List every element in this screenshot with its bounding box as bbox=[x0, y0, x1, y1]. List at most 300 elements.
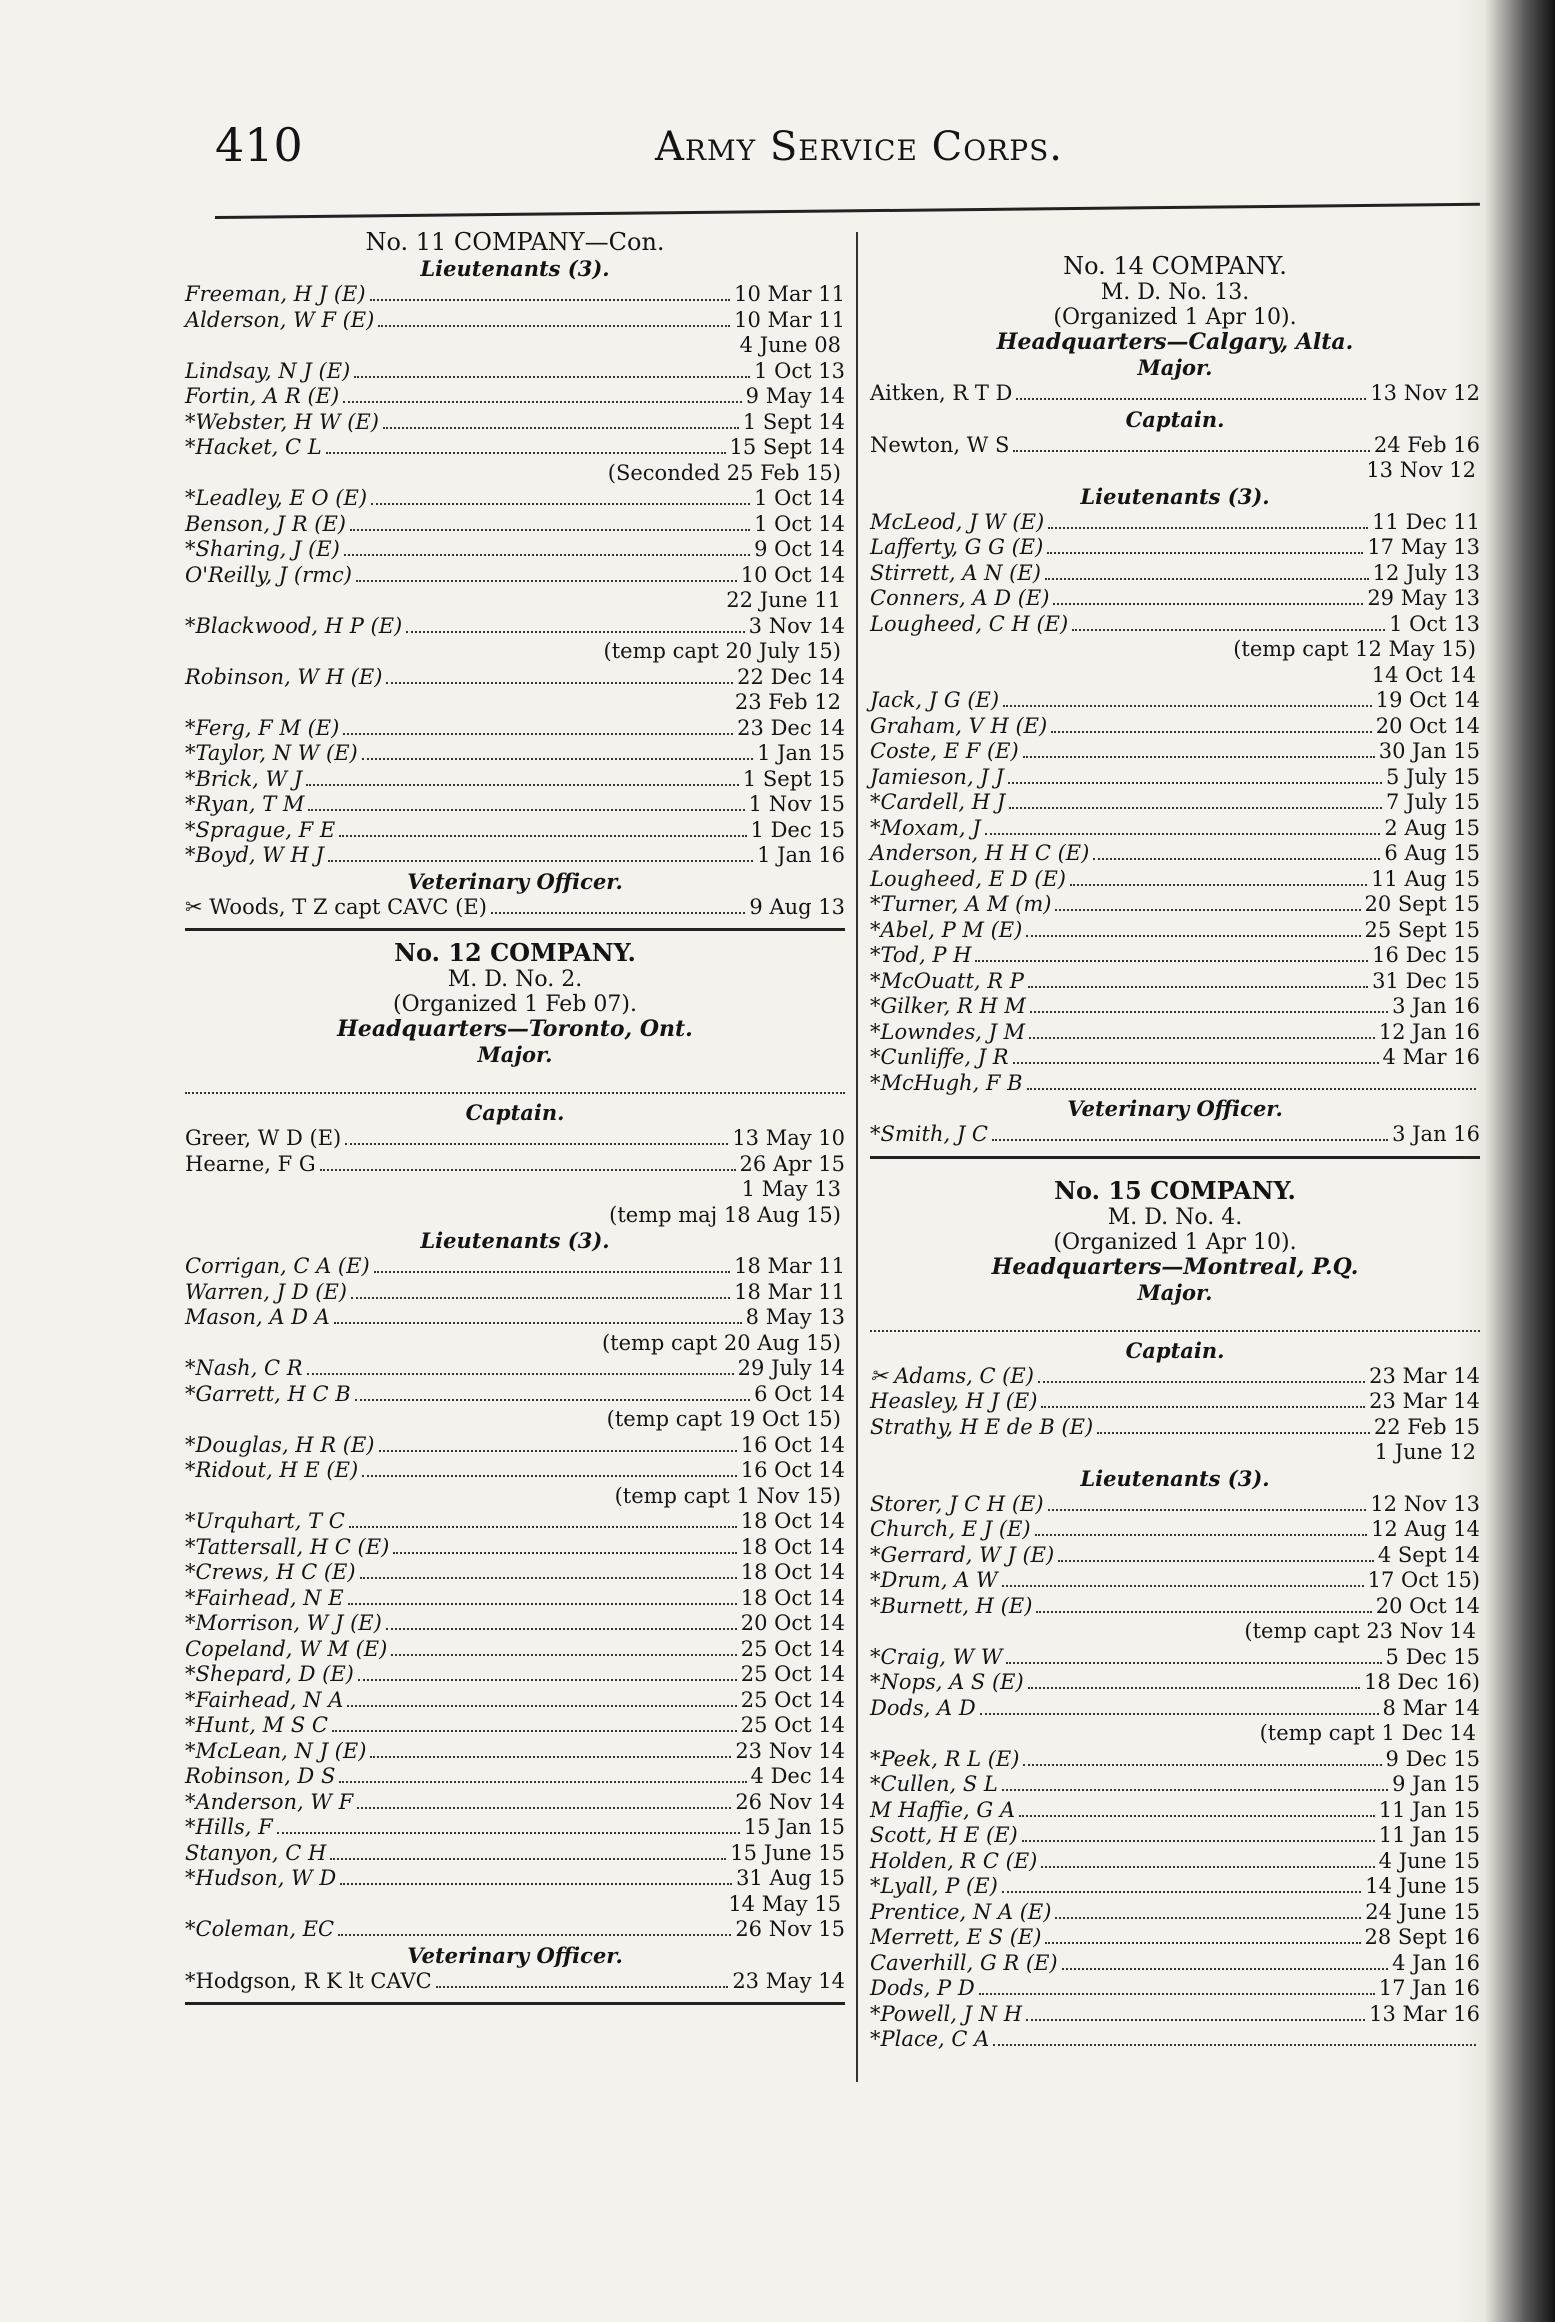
entry-note: (temp maj 18 Aug 15) bbox=[609, 1202, 841, 1227]
leader-dots bbox=[343, 720, 733, 735]
entry-name: *Nash, C R bbox=[185, 1356, 303, 1380]
entry-name: *McLean, N J (E) bbox=[185, 1738, 367, 1763]
entry-note: (Seconded 25 Feb 15) bbox=[607, 460, 841, 485]
entry-name: Lafferty, G G (E) bbox=[870, 535, 1044, 559]
entry-date: 24 Feb 16 bbox=[1373, 432, 1480, 457]
entry-date: 13 Mar 16 bbox=[1369, 2001, 1480, 2026]
entry-date: 26 Apr 15 bbox=[739, 1151, 845, 1176]
running-head bbox=[215, 118, 1475, 178]
leader-dots bbox=[371, 490, 750, 505]
leader-dots bbox=[1048, 514, 1368, 529]
entry-date: 18 Mar 11 bbox=[734, 1279, 845, 1304]
entry-date: 22 Dec 14 bbox=[737, 664, 845, 689]
entry-name: *Hudson, W D bbox=[185, 1866, 337, 1890]
entry-date: 9 Oct 14 bbox=[754, 537, 845, 561]
entry-name: M Haffie, G A bbox=[870, 1797, 1016, 1822]
roster-entry bbox=[870, 1670, 1480, 1696]
entry-note: (temp capt 23 Nov 14 bbox=[1244, 1619, 1476, 1643]
leader-dots bbox=[334, 1309, 742, 1324]
entry-date: 20 Oct 14 bbox=[740, 1611, 845, 1635]
entry-name: *Webster, H W (E) bbox=[185, 409, 379, 434]
roster-entry bbox=[870, 943, 1480, 969]
entry-name: *Drum, A W bbox=[870, 1568, 998, 1592]
leader-dots bbox=[339, 1768, 746, 1783]
leader-dots bbox=[1093, 845, 1380, 860]
roster-entry bbox=[870, 1951, 1480, 1977]
co15-headquarters: Headquarters—Montreal, P.Q. bbox=[991, 1253, 1359, 1280]
leader-dots bbox=[1097, 1419, 1370, 1434]
leader-dots bbox=[979, 1980, 1375, 1995]
roster-entry bbox=[185, 1509, 845, 1535]
leader-dots bbox=[360, 1564, 737, 1579]
entry-name: Coste, E F (E) bbox=[870, 739, 1019, 763]
entry-note: (temp capt 19 Oct 15) bbox=[606, 1407, 841, 1431]
roster-entry bbox=[870, 1849, 1480, 1875]
roster-entry bbox=[870, 1389, 1480, 1415]
co15-organized: (Organized 1 Apr 10). bbox=[1053, 1229, 1297, 1255]
entry-name: *Blackwood, H P (E) bbox=[185, 613, 403, 638]
entry-date: 23 Nov 14 bbox=[735, 1738, 845, 1763]
entry-date: 14 June 15 bbox=[1365, 1874, 1480, 1898]
entry-name: Freeman, H J (E) bbox=[185, 282, 366, 306]
entry-name: Church, E J (E) bbox=[870, 1517, 1031, 1541]
co15-major-heading: Major. bbox=[1137, 1279, 1213, 1305]
entry-date: 15 Sept 14 bbox=[729, 435, 845, 459]
leader-dots bbox=[370, 286, 731, 301]
roster-entry bbox=[870, 586, 1480, 612]
entry-name: Lougheed, E D (E) bbox=[870, 866, 1066, 891]
entry-name: *Powell, J N H bbox=[870, 2001, 1023, 2026]
entry-name: *Abel, P M (E) bbox=[870, 917, 1023, 942]
roster-entry bbox=[185, 1841, 845, 1867]
entry-name: *Lowndes, J M bbox=[870, 1019, 1026, 1044]
entry-date: 4 Sept 14 bbox=[1377, 1542, 1480, 1567]
entry-note: (temp capt 1 Nov 15) bbox=[614, 1483, 841, 1508]
leader-dots bbox=[1013, 1049, 1379, 1064]
entry-date: 25 Oct 14 bbox=[740, 1662, 845, 1686]
entry-note: (temp capt 12 May 15) bbox=[1233, 637, 1476, 661]
roster-entry bbox=[870, 969, 1480, 995]
entry-date: 3 Jan 16 bbox=[1392, 1122, 1480, 1146]
header-rule bbox=[215, 203, 1480, 219]
entry-date: 18 Oct 14 bbox=[740, 1534, 845, 1559]
entry-name: *Morrison, W J (E) bbox=[185, 1611, 382, 1635]
co12-captain-heading: Captain. bbox=[465, 1100, 565, 1125]
entry-name: *Garrett, H C B bbox=[185, 1381, 351, 1406]
leader-dots bbox=[358, 1666, 737, 1681]
roster-entry bbox=[870, 867, 1480, 893]
leader-dots bbox=[1006, 1649, 1381, 1664]
entry-date: 25 Oct 14 bbox=[740, 1636, 845, 1661]
leader-dots bbox=[350, 516, 750, 531]
entry-date: 12 Aug 14 bbox=[1371, 1517, 1480, 1541]
leader-dots bbox=[1009, 794, 1382, 809]
entry-note: (temp capt 1 Dec 14 bbox=[1259, 1721, 1476, 1745]
entry-name: Hearne, F G bbox=[185, 1151, 316, 1176]
leader-dots bbox=[328, 847, 753, 862]
roster-entry bbox=[185, 1586, 845, 1612]
leader-dots bbox=[1045, 565, 1369, 580]
roster-entry bbox=[185, 1790, 845, 1816]
roster-entry bbox=[185, 767, 845, 793]
leader-dots bbox=[1048, 1496, 1367, 1511]
roster-entry bbox=[185, 1739, 845, 1765]
roster-entry bbox=[185, 384, 845, 410]
entry-date: 12 Jan 16 bbox=[1378, 1019, 1480, 1044]
entry-name: ✂ Adams, C (E) bbox=[870, 1363, 1034, 1388]
entry-date: 1 Oct 13 bbox=[754, 358, 845, 383]
entry-name: *Leadley, E O (E) bbox=[185, 486, 368, 510]
leader-dots bbox=[1035, 1521, 1367, 1536]
leader-dots bbox=[393, 1539, 737, 1554]
entry-date: 26 Nov 14 bbox=[735, 1789, 845, 1814]
leader-dots bbox=[347, 1692, 736, 1707]
roster-entry bbox=[870, 1364, 1480, 1390]
entry-date: 10 Mar 11 bbox=[734, 282, 845, 306]
entry-date: 1 Dec 15 bbox=[750, 817, 845, 842]
roster-entry bbox=[870, 994, 1480, 1020]
entry-date: 4 Jan 16 bbox=[1392, 1950, 1480, 1975]
leader-dots bbox=[307, 1360, 734, 1375]
entry-date: 5 July 15 bbox=[1386, 764, 1480, 789]
entry-date: 1 Sept 14 bbox=[742, 409, 845, 434]
entry-date: 13 Nov 12 bbox=[1370, 381, 1480, 405]
vacant-line bbox=[185, 1074, 845, 1094]
entry-date: 1 Jan 16 bbox=[757, 843, 845, 867]
co15-lieutenants-heading: Lieutenants (3). bbox=[1080, 1465, 1270, 1491]
roster-entry bbox=[185, 1560, 845, 1586]
entry-date: 23 Dec 14 bbox=[737, 715, 845, 740]
leader-dots bbox=[1008, 769, 1382, 784]
entry-name: Stirrett, A N (E) bbox=[870, 560, 1041, 585]
entry-date: 16 Oct 14 bbox=[740, 1458, 845, 1482]
leader-dots bbox=[379, 1437, 737, 1452]
entry-name: Heasley, H J (E) bbox=[870, 1389, 1038, 1413]
leader-dots bbox=[1038, 1368, 1365, 1383]
entry-date: 1 Sept 15 bbox=[742, 766, 845, 791]
co12-major-heading: Major. bbox=[477, 1042, 553, 1067]
entry-date: 17 Oct 15) bbox=[1367, 1568, 1480, 1592]
leader-dots bbox=[1036, 1598, 1371, 1613]
leader-dots bbox=[1045, 1929, 1360, 1944]
co12-md: M. D. No. 2. bbox=[447, 967, 583, 992]
roster-entry bbox=[870, 1925, 1480, 1951]
leader-dots bbox=[1058, 1547, 1374, 1562]
entry-date: 30 Jan 15 bbox=[1378, 739, 1480, 763]
co14-captain-note: 13 Nov 12 bbox=[1366, 458, 1476, 482]
entry-name: *Hodgson, R K lt CAVC bbox=[185, 1968, 432, 1993]
roster-entry bbox=[185, 1611, 845, 1637]
entry-date: 8 May 13 bbox=[745, 1305, 845, 1329]
entry-name: *McOuatt, R P bbox=[870, 968, 1024, 993]
roster-entry bbox=[185, 818, 845, 844]
leader-dots bbox=[348, 1590, 737, 1605]
entry-name: *Ryan, T M bbox=[185, 792, 305, 816]
roster-entry bbox=[185, 410, 845, 436]
roster-entry bbox=[870, 1415, 1480, 1441]
page-number: 410 bbox=[215, 118, 303, 172]
entry-name: Lindsay, N J (E) bbox=[185, 358, 351, 383]
entry-name: *Douglas, H R (E) bbox=[185, 1432, 375, 1457]
roster-entry bbox=[870, 1772, 1480, 1798]
roster-entry bbox=[870, 790, 1480, 816]
co12-captain-list bbox=[185, 1126, 845, 1228]
roster-entry bbox=[185, 1535, 845, 1561]
co15-lt-top-note: 1 June 12 bbox=[1374, 1440, 1476, 1464]
roster-entry bbox=[185, 614, 845, 640]
roster-entry bbox=[185, 843, 845, 869]
entry-date: 4 Dec 14 bbox=[750, 1764, 845, 1788]
entry-date: 18 Oct 14 bbox=[740, 1509, 845, 1533]
entry-name: *Boyd, W H J bbox=[185, 843, 324, 867]
entry-name: Alderson, W F (E) bbox=[185, 307, 375, 332]
leader-dots bbox=[338, 1921, 731, 1936]
entry-date: 15 Jan 15 bbox=[743, 1815, 845, 1839]
section-rule bbox=[185, 928, 845, 931]
entry-name: Robinson, W H (E) bbox=[185, 664, 383, 689]
entry-name: *Smith, J C bbox=[870, 1122, 988, 1146]
roster-entry bbox=[870, 1071, 1480, 1097]
entry-date: 5 Dec 15 bbox=[1385, 1644, 1480, 1669]
leader-dots bbox=[1019, 1802, 1375, 1817]
entry-date: 18 Oct 14 bbox=[740, 1585, 845, 1610]
leader-dots bbox=[378, 312, 730, 327]
entry-date: 26 Nov 15 bbox=[735, 1917, 845, 1941]
roster-entry bbox=[185, 563, 845, 589]
entry-name: *Coleman, EC bbox=[185, 1917, 335, 1941]
roster-entry bbox=[870, 1645, 1480, 1671]
entry-date: 20 Oct 14 bbox=[1375, 1593, 1480, 1618]
entry-name: Fortin, A R (E) bbox=[185, 384, 340, 408]
entry-name: Caverhill, G R (E) bbox=[870, 1950, 1058, 1975]
roster-entry bbox=[185, 1866, 845, 1892]
entry-date: 23 Mar 14 bbox=[1369, 1389, 1480, 1413]
co14-captain-heading: Captain. bbox=[1125, 406, 1225, 432]
entry-name: Jamieson, J J bbox=[870, 764, 1004, 789]
entry-name: Holden, R C (E) bbox=[870, 1848, 1038, 1873]
entry-date: 4 Mar 16 bbox=[1382, 1045, 1480, 1069]
leader-dots bbox=[362, 745, 753, 760]
co14-captain-entry bbox=[870, 433, 1480, 459]
entry-date: 1 Oct 14 bbox=[754, 511, 845, 536]
entry-name: Strathy, H E de B (E) bbox=[870, 1414, 1094, 1439]
entry-date: 3 Nov 14 bbox=[748, 613, 845, 638]
entry-date: 25 Sept 15 bbox=[1364, 917, 1480, 942]
leader-dots bbox=[1023, 1751, 1381, 1766]
roster-entry bbox=[185, 537, 845, 563]
left-column bbox=[185, 222, 845, 2067]
entry-note: 4 June 08 bbox=[739, 333, 841, 357]
roster-entry bbox=[870, 612, 1480, 638]
entry-note: 22 June 11 bbox=[726, 588, 841, 612]
roster-entry bbox=[185, 1688, 845, 1714]
entry-date: 16 Oct 14 bbox=[740, 1432, 845, 1457]
entry-date: 18 Dec 16) bbox=[1363, 1670, 1480, 1694]
entry-name: *Sprague, F E bbox=[185, 817, 336, 842]
leader-dots bbox=[1002, 1572, 1364, 1587]
roster-entry bbox=[185, 359, 845, 385]
entry-name: *Cardell, H J bbox=[870, 790, 1006, 814]
roster-entry bbox=[870, 2002, 1480, 2028]
roster-entry bbox=[870, 1517, 1480, 1543]
entry-date: 10 Oct 14 bbox=[740, 562, 845, 587]
entry-date: 1 Jan 15 bbox=[757, 741, 845, 765]
co12-lieutenant-list bbox=[185, 1254, 845, 1943]
leader-dots bbox=[1013, 437, 1370, 452]
entry-name: Dods, A D bbox=[870, 1695, 976, 1720]
entry-note: (temp capt 20 July 15) bbox=[603, 639, 841, 663]
co14-lieutenant-list bbox=[870, 510, 1480, 1097]
entry-name: ✂ Woods, T Z capt CAVC (E) bbox=[185, 894, 487, 919]
leader-dots bbox=[320, 1156, 736, 1171]
co11-lieutenants-heading: Lieutenants (3). bbox=[420, 256, 610, 281]
roster-entry bbox=[185, 1356, 845, 1382]
leader-dots bbox=[1030, 998, 1388, 1013]
entry-date: 1 Oct 14 bbox=[754, 486, 845, 510]
entry-name: *Sharing, J (E) bbox=[185, 537, 340, 561]
leader-dots bbox=[436, 1973, 729, 1988]
co14-lieutenants-heading: Lieutenants (3). bbox=[1080, 483, 1270, 509]
entry-name: *Anderson, W F bbox=[185, 1789, 354, 1814]
entry-date: 23 Mar 14 bbox=[1369, 1363, 1480, 1388]
entry-name: *Moxam, J bbox=[870, 815, 981, 840]
leader-dots bbox=[1016, 385, 1366, 400]
entry-date: 1 Oct 13 bbox=[1389, 611, 1480, 636]
company-14-title: No. 14 COMPANY. bbox=[1063, 252, 1287, 280]
entry-name: *Tattersall, H C (E) bbox=[185, 1534, 390, 1559]
roster-entry bbox=[870, 535, 1480, 561]
entry-name: Newton, W S bbox=[870, 432, 1010, 457]
roster-entry bbox=[185, 1152, 845, 1178]
leader-dots bbox=[340, 1870, 732, 1885]
roster-entry bbox=[185, 1917, 845, 1943]
entry-name: *Turner, A M (m) bbox=[870, 892, 1052, 916]
entry-date: 6 Aug 15 bbox=[1384, 841, 1480, 865]
entry-name: O'Reilly, J (rmc) bbox=[185, 562, 352, 587]
entry-name: *Gerrard, W J (E) bbox=[870, 1542, 1055, 1567]
entry-name: *Peek, R L (E) bbox=[870, 1746, 1020, 1771]
entry-note: (temp capt 20 Aug 15) bbox=[601, 1330, 841, 1355]
entry-name: *Tod, P H bbox=[870, 943, 972, 967]
co11-vet-entry bbox=[185, 895, 845, 921]
leader-dots bbox=[1003, 692, 1372, 707]
leader-dots bbox=[1055, 1904, 1361, 1919]
entry-name: Benson, J R (E) bbox=[185, 511, 346, 536]
co11-vet-heading: Veterinary Officer. bbox=[407, 868, 623, 894]
right-column bbox=[870, 222, 1480, 2082]
co14-major-entry bbox=[870, 381, 1480, 407]
entry-date: 13 May 10 bbox=[732, 1126, 845, 1150]
entry-date: 31 Aug 15 bbox=[736, 1866, 845, 1890]
co15-captain-heading: Captain. bbox=[1125, 1337, 1225, 1363]
leader-dots bbox=[1041, 1393, 1365, 1408]
entry-name: Warren, J D (E) bbox=[185, 1279, 347, 1304]
roster-entry bbox=[870, 1594, 1480, 1620]
column-divider bbox=[856, 232, 858, 2082]
co12-organized: (Organized 1 Feb 07). bbox=[393, 992, 637, 1017]
entry-name: Prentice, N A (E) bbox=[870, 1899, 1052, 1924]
co14-organized: (Organized 1 Apr 10). bbox=[1053, 305, 1297, 330]
entry-name: *Hills, F bbox=[185, 1815, 273, 1839]
entry-date: 18 Oct 14 bbox=[740, 1560, 845, 1584]
leader-dots bbox=[1072, 616, 1385, 631]
leader-dots bbox=[1062, 1955, 1388, 1970]
leader-dots bbox=[344, 541, 750, 556]
entry-name: *Cunliffe, J R bbox=[870, 1045, 1009, 1069]
leader-dots bbox=[386, 1615, 737, 1630]
entry-date: 17 May 13 bbox=[1367, 535, 1480, 559]
leader-dots bbox=[993, 2031, 1476, 2046]
leader-dots bbox=[349, 1513, 737, 1528]
entry-date: 15 June 15 bbox=[730, 1840, 845, 1865]
entry-note: 1 May 13 bbox=[741, 1177, 841, 1201]
co11-lieutenant-list bbox=[185, 282, 845, 869]
roster-entry bbox=[870, 561, 1480, 587]
entry-note: 14 Oct 14 bbox=[1371, 662, 1476, 687]
entry-name: *Urquhart, T C bbox=[185, 1509, 345, 1533]
roster-entry bbox=[185, 1713, 845, 1739]
leader-dots bbox=[1053, 590, 1363, 605]
leader-dots bbox=[374, 1258, 730, 1273]
leader-dots bbox=[354, 363, 750, 378]
entry-note: 14 May 15 bbox=[728, 1891, 841, 1916]
entry-date: 7 July 15 bbox=[1386, 790, 1480, 814]
entry-name: Mason, A D A bbox=[185, 1305, 330, 1329]
roster-entry bbox=[870, 765, 1480, 791]
leader-dots bbox=[1029, 1024, 1375, 1039]
leader-dots bbox=[370, 1743, 731, 1758]
co14-md: M. D. No. 13. bbox=[1100, 280, 1250, 305]
entry-name: Corrigan, C A (E) bbox=[185, 1254, 370, 1278]
roster-entry bbox=[185, 435, 845, 461]
leader-dots bbox=[332, 1717, 737, 1732]
roster-entry bbox=[185, 1637, 845, 1663]
section-rule bbox=[185, 2002, 845, 2005]
entry-name: *Gilker, R H M bbox=[870, 994, 1026, 1018]
leader-dots bbox=[1023, 743, 1375, 758]
entry-name: *Ferg, F M (E) bbox=[185, 715, 340, 740]
entry-date: 9 May 14 bbox=[745, 384, 845, 408]
entry-name: Stanyon, C H bbox=[185, 1840, 327, 1865]
entry-name: *Brick, W J bbox=[185, 766, 303, 791]
entry-name: Jack, J G (E) bbox=[870, 688, 1000, 712]
roster-entry bbox=[870, 1543, 1480, 1569]
co14-major-heading: Major. bbox=[1137, 355, 1213, 380]
roster-entry bbox=[185, 792, 845, 818]
entry-date: 25 Oct 14 bbox=[740, 1713, 845, 1737]
leader-dots bbox=[992, 1126, 1388, 1141]
leader-dots bbox=[383, 414, 739, 429]
leader-dots bbox=[355, 1386, 750, 1401]
co15-lieutenant-list bbox=[870, 1492, 1480, 2053]
leader-dots bbox=[277, 1819, 740, 1834]
co12-vet-entry bbox=[185, 1969, 845, 1995]
roster-entry bbox=[185, 1815, 845, 1841]
roster-entry bbox=[870, 841, 1480, 867]
leader-dots bbox=[326, 439, 726, 454]
entry-date: 4 June 15 bbox=[1378, 1848, 1480, 1873]
company-11-title: No. 11 COMPANY—Con. bbox=[365, 228, 665, 256]
co15-captain-list bbox=[870, 1364, 1480, 1441]
co14-vet-entry bbox=[870, 1122, 1480, 1148]
leader-dots bbox=[356, 567, 737, 582]
entry-name: *Crews, H C (E) bbox=[185, 1560, 356, 1584]
leader-dots bbox=[985, 820, 1381, 835]
entry-date: 12 July 13 bbox=[1372, 560, 1480, 585]
roster-entry bbox=[185, 1662, 845, 1688]
leader-dots bbox=[1027, 1075, 1476, 1090]
leader-dots bbox=[491, 899, 746, 914]
